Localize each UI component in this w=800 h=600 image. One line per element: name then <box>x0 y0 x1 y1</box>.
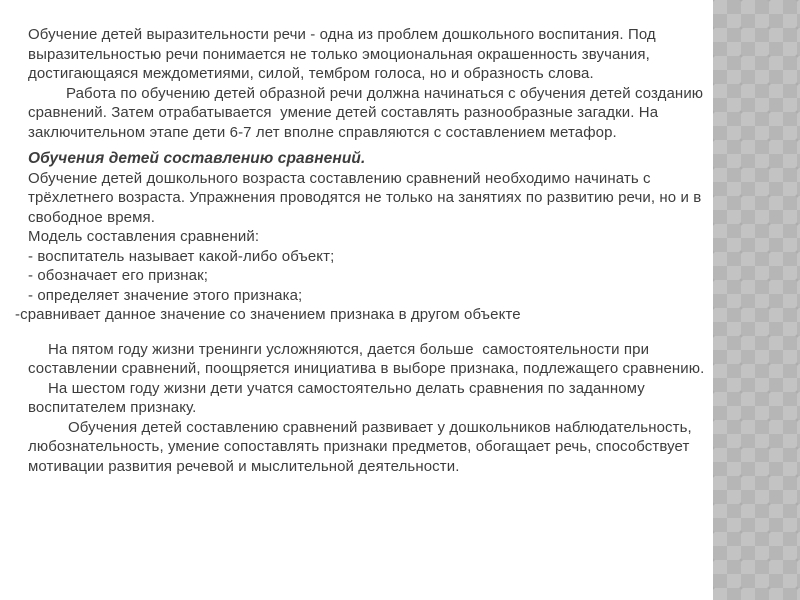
model-list-item: - обозначает его признак; <box>28 267 209 284</box>
model-list-item: - воспитатель называет какой-либо объект; <box>28 247 335 265</box>
document-content <box>15 25 708 476</box>
section-paragraph-1: Обучение детей дошкольного возраста составлению сравнений необходимо начинать с трёхлетнего возраста. Упражнения проводятся не только на занятиях по развитию речи, но и в свободное время. <box>28 169 706 226</box>
model-list-item: - определяет значение этого признака; <box>28 286 303 304</box>
model-list <box>15 247 708 325</box>
conclusion-block <box>28 340 708 477</box>
conclusion-paragraph-1: На пятом году жизни тренинги усложняются, дается больше самостоятельности при составлении сравнений, поощряется инициатива в выборе признака, подлежащего сравнению. <box>28 340 705 377</box>
intro-paragraph-2: Работа по обучению детей образной речи должна начинаться с обучения детей созданию сравнений. Затем отрабатывается умение детей составлять разнообразные загадки. На заключительном этапе дети 6-7 лет вполне справляются с составлением метафор. <box>28 84 708 141</box>
intro-paragraph-1: Обучение детей выразительности речи - одна из проблем дошкольного воспитания. Под выразительностью речи понимается не только эмоциональная окрашенность звучания, достигающаяся междометиями, силой, тембром голоса, но и образность слова. <box>28 26 661 82</box>
diamond-pattern-strip <box>713 0 800 600</box>
model-intro-line: Модель составления сравнений: <box>28 228 260 245</box>
section-heading: Обучения детей составлению сравнений. <box>28 150 366 167</box>
model-list-item: -сравнивает данное значение со значением признака в другом объекте <box>15 306 521 323</box>
conclusion-paragraph-2: На шестом году жизни дети учатся самостоятельно делать сравнения по заданному воспитателем признаку. <box>28 379 650 416</box>
conclusion-paragraph-3: Обучения детей составлению сравнений развивает у дошкольников наблюдательность, любознательность, умение сопоставлять признаки предметов, обогащает речь, способствует мотивации развития речевой и мыслительной деятельности. <box>28 418 697 475</box>
